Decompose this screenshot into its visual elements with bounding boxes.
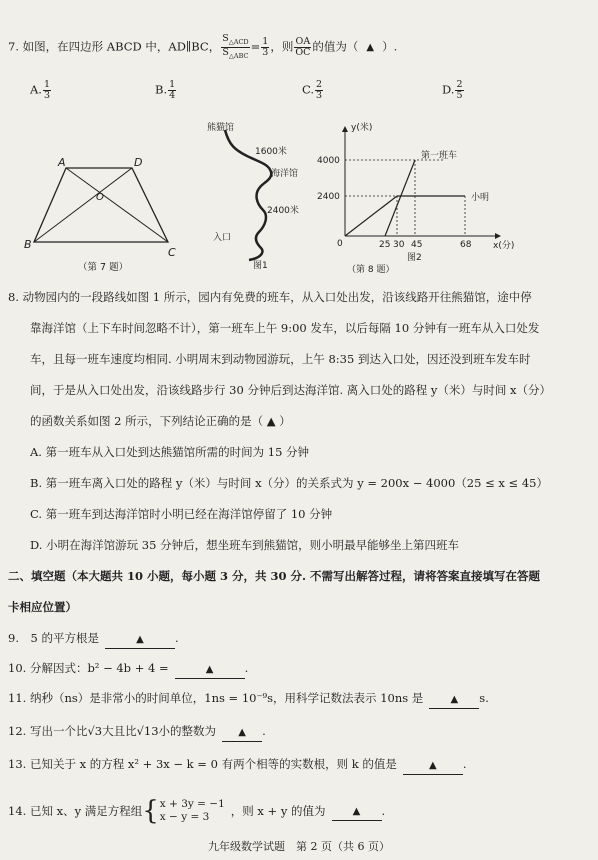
q8-route-figure	[205, 120, 320, 270]
q9: 9. 5 的平方根是 ▲ .	[8, 630, 179, 649]
x-tick-68: 68	[460, 240, 472, 250]
answer-mark-icon: ▲	[136, 634, 144, 645]
aquarium-label: 海洋馆	[271, 169, 299, 179]
y-tick-4000: 4000	[317, 156, 340, 166]
q10: 10. 分解因式：b² − 4b + 4 = ▲ .	[8, 660, 248, 679]
fig2-caption: 图2	[407, 253, 422, 263]
q8-stem-line-4: 间，于是从入口处出发，沿该线路步行 30 分钟后到达海洋馆. 离入口处的路程 y（米）与时间 x（分）	[30, 383, 552, 397]
panda-house-label: 熊猫馆	[207, 123, 235, 133]
answer-mark-icon: ▲	[352, 805, 361, 817]
q8-figure-caption: （第 8 题）	[347, 265, 395, 275]
q8-option-b: B. 第一班车离入口处的路程 y（米）与时间 x（分）的关系式为 y = 200x − 4000（25 ≤ x ≤ 45）	[30, 476, 548, 490]
answer-mark-icon: ▲	[205, 664, 214, 675]
x-axis-label: x(分)	[493, 241, 515, 251]
fig1-caption: 图1	[253, 261, 268, 270]
answer-mark-icon: ▲	[366, 42, 375, 54]
distance-2400-label: 2400米	[267, 206, 299, 216]
q8-stem-line-2: 靠海洋馆（上下车时间忽略不计），第一班车上午 9:00 发车，以后每隔 10 分钟有一班车从入口处发	[30, 321, 540, 335]
q7-option-b: B. $\frac{1}{4}$	[155, 79, 176, 101]
section-2-heading-line-1: 二、填空题（本大题共 10 小题，每小题 3 分，共 30 分. 不需写出解答过程，请将答案直接填写在答题	[8, 569, 541, 583]
q14-equation-system: x + 3y = −1 x − y = 3	[159, 798, 225, 823]
q14: 14. 已知 x、y 满足方程组{ x + 3y = −1 x − y = 3 ，则 x + y 的值为 ▲ .	[8, 796, 386, 826]
x-tick-45: 45	[411, 240, 423, 250]
q13: 13. 已知关于 x 的方程 x² + 3x − k = 0 有两个相等的实数根，则 k 的值是 ▲ .	[8, 756, 467, 775]
q7-figure	[20, 152, 200, 280]
answer-mark-icon: ▲	[429, 760, 437, 771]
q8-stem-line-1: 8. 动物园内的一段路线如图 1 所示，园内有免费的班车，从入口处出发，沿该线路开往熊猫馆，途中停	[8, 290, 532, 304]
bus-series-label: 第一班车	[421, 151, 458, 161]
q7-target-ratio: $\frac{OA}{OC}$	[295, 35, 311, 58]
x-tick-25: 25	[379, 240, 391, 250]
q7-area-ratio: $\frac{S_{\triangle ACD}}{S_{\triangle ABC}}$	[222, 33, 249, 60]
q7-stem: 7. 如图，在四边形 ABCD 中，AD∥BC， $\frac{S_{\triangle ACD}}{S_{\triangle ABC}}$ = $\frac{1}{3}$ ，则 $\frac{OA}{OC}$ 的值为（ ▲ ）.	[8, 33, 398, 60]
vertex-b-label: B	[24, 238, 32, 251]
q8-stem-line-3: 车，且每一班车速度均相同. 小明周末到动物园游玩，上午 8:35 到达入口处，因还没到班车发车时	[30, 352, 531, 366]
q12: 12. 写出一个比√3大且比√13小的整数为 ▲ .	[8, 723, 266, 742]
q7-prefix: 7. 如图，在四边形 ABCD 中，AD∥BC，	[8, 39, 221, 54]
q8-graph-figure	[315, 120, 515, 280]
origin-label: 0	[337, 239, 343, 249]
q8-option-a: A. 第一班车从入口处到达熊猫馆所需的时间为 15 分钟	[30, 445, 310, 459]
x-tick-30: 30	[393, 240, 405, 250]
vertex-c-label: C	[168, 246, 176, 259]
page-footer: 九年级数学试题 第 2 页（共 6 页）	[208, 840, 390, 853]
q7-figure-caption: （第 7 题）	[78, 262, 129, 273]
q8-stem-line-5: 的函数关系如图 2 所示，下列结论正确的是（ ▲ ）	[30, 414, 291, 428]
vertex-a-label: A	[58, 156, 66, 169]
entrance-label: 入口	[213, 233, 232, 243]
q11: 11. 纳秒（ns）是非常小的时间单位，1ns = 10⁻⁹s，用科学记数法表示 10ns 是 ▲ s.	[8, 690, 489, 709]
q8-option-d: D. 小明在海洋馆游玩 35 分钟后，想坐班车到熊猫馆，则小明最早能够坐上第四班车	[30, 538, 460, 552]
distance-1600-label: 1600米	[255, 147, 287, 157]
answer-mark-icon: ▲	[450, 694, 459, 705]
y-tick-2400: 2400	[317, 192, 340, 202]
vertex-o-label: O	[96, 192, 104, 203]
answer-mark-icon: ▲	[238, 727, 246, 738]
q7-option-d: D. $\frac{2}{5}$	[442, 79, 463, 101]
q8-option-c: C. 第一班车到达海洋馆时小明已经在海洋馆停留了 10 分钟	[30, 507, 333, 521]
vertex-d-label: D	[134, 156, 143, 169]
q7-option-c: C. $\frac{2}{3}$	[302, 79, 323, 101]
q7-option-a: A. $\frac{1}{3}$	[30, 79, 51, 101]
xiaoming-series-label: 小明	[471, 193, 490, 203]
y-axis-label: y(米)	[351, 123, 373, 133]
section-2-heading-line-2: 卡相应位置）	[8, 600, 77, 614]
q7-ratio-value: $\frac{1}{3}$	[262, 35, 269, 58]
